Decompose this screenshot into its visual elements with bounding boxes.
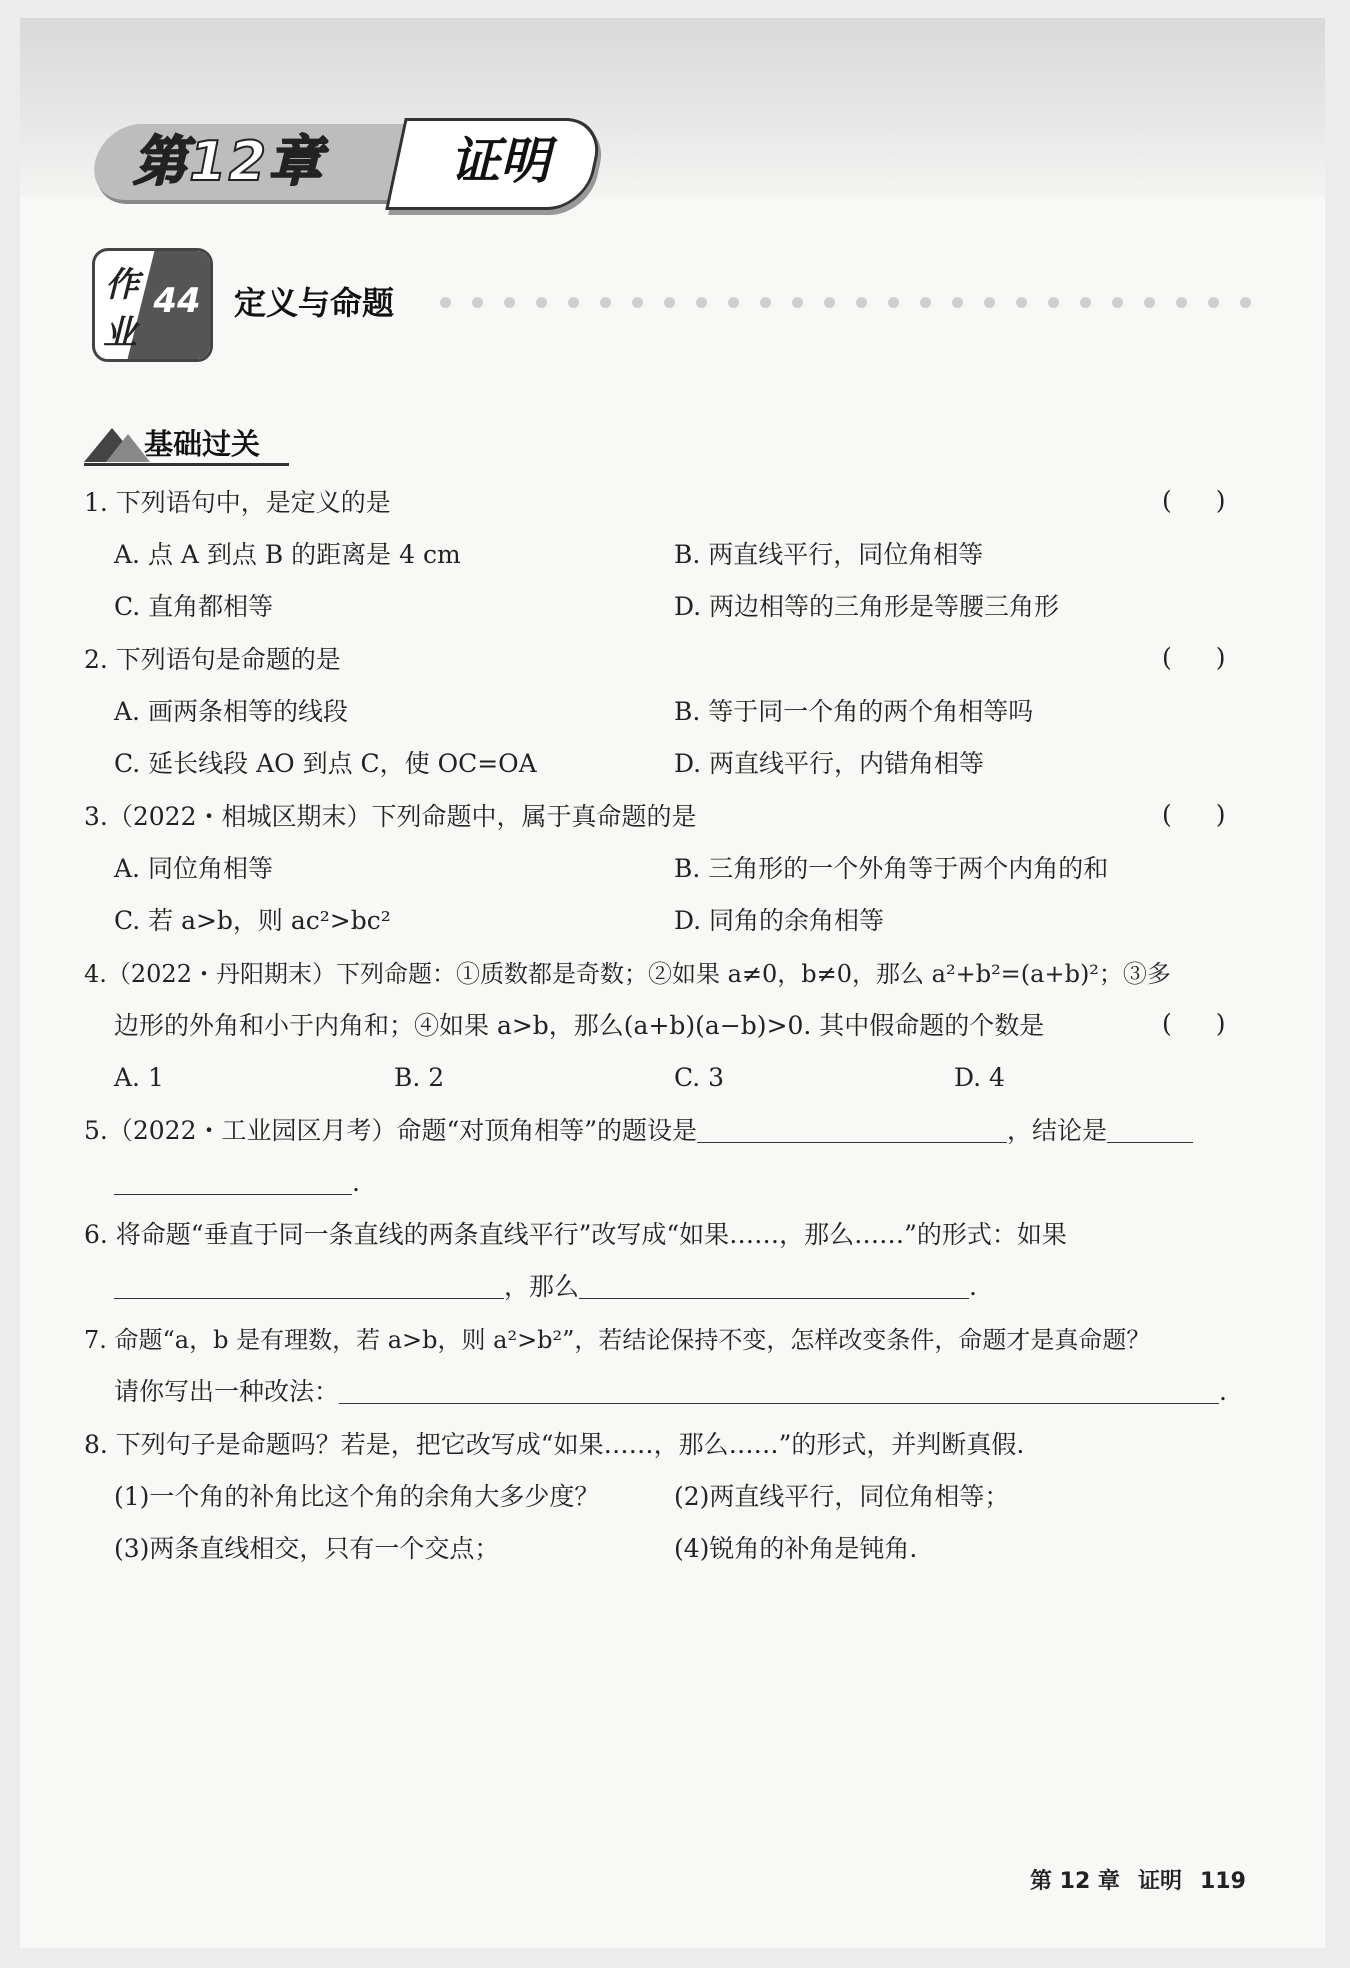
q1-option-c: C. 直角都相等 xyxy=(114,592,274,621)
q5-conclusion-blank-b[interactable] xyxy=(114,1168,352,1195)
answer-paren-3[interactable]: ( ) xyxy=(1162,800,1244,829)
dotted-divider xyxy=(440,297,1330,311)
question-6-cont xyxy=(114,1270,977,1304)
badge-char-2: 业 xyxy=(103,313,137,353)
q3-option-d: D. 同角的余角相等 xyxy=(674,906,885,935)
q2-option-d: D. 两直线平行，内错角相等 xyxy=(674,749,985,778)
page-footer xyxy=(1030,1864,1264,1895)
question-7-cont xyxy=(114,1375,1227,1409)
assignment-number: 44 xyxy=(153,281,201,321)
question-4-line-1: 4.（2022・丹阳期末）下列命题：①质数都是奇数；②如果 a≠0，b≠0，那么 a²+b²=(a+b)²；③多 xyxy=(84,960,1171,988)
chapter-title: 证明 xyxy=(450,132,550,190)
q2-option-c: C. 延长线段 AO 到点 C，使 OC=OA xyxy=(114,749,537,778)
q8-item-4: (4)锐角的补角是钝角. xyxy=(674,1534,918,1563)
q2-option-a: A. 画两条相等的线段 xyxy=(114,697,348,726)
q6-then-blank[interactable] xyxy=(579,1272,969,1299)
question-6-mid: ，那么 xyxy=(504,1272,580,1301)
chapter-banner xyxy=(95,118,595,206)
q3-option-a: A. 同位角相等 xyxy=(114,854,273,883)
q4-option-b: B. 2 xyxy=(394,1063,445,1092)
q8-item-1: (1)一个角的补角比这个角的余角大多少度？ xyxy=(114,1482,600,1511)
question-6-end: . xyxy=(969,1272,977,1301)
answer-paren-1[interactable]: ( ) xyxy=(1162,486,1244,515)
page-number: 119 xyxy=(1199,1869,1246,1894)
q3-option-b: B. 三角形的一个外角等于两个内角的和 xyxy=(674,854,1109,883)
q1-option-a: A. 点 A 到点 B 的距离是 4 cm xyxy=(114,540,461,569)
assignment-title: 定义与命题 xyxy=(234,284,395,322)
subsection-heading xyxy=(84,420,294,464)
q6-if-blank[interactable] xyxy=(114,1272,504,1299)
q4-option-a: A. 1 xyxy=(114,1063,164,1092)
question-5-mid: ，结论是 xyxy=(1007,1116,1108,1145)
subsection-title: 基础过关 xyxy=(144,427,261,461)
q1-option-b: B. 两直线平行，同位角相等 xyxy=(674,540,984,569)
question-7-prompt: 请你写出一种改法： xyxy=(114,1377,340,1406)
answer-paren-2[interactable]: ( ) xyxy=(1162,643,1244,672)
question-7-end: . xyxy=(1219,1377,1227,1406)
q3-option-c: C. 若 a>b，则 ac²>bc² xyxy=(114,906,391,935)
assignment-badge xyxy=(92,248,213,362)
chapter-number: 第12章 xyxy=(133,130,325,193)
question-3-stem: 3.（2022・相城区期末）下列命题中，属于真命题的是 xyxy=(84,802,697,831)
badge-char-1: 作 xyxy=(105,265,139,305)
question-5 xyxy=(84,1114,1193,1148)
answer-paren-4[interactable]: ( ) xyxy=(1162,1009,1244,1038)
q4-option-d: D. 4 xyxy=(954,1063,1005,1092)
question-2-stem: 2. 下列语句是命题的是 xyxy=(84,645,341,674)
footer-title: 证明 xyxy=(1137,1869,1182,1894)
question-6-stem: 6. 将命题“垂直于同一条直线的两条直线平行”改写成“如果……，那么……”的形式：如果 xyxy=(84,1220,1067,1249)
q7-answer-blank[interactable] xyxy=(339,1377,1219,1404)
question-7-stem: 7. 命题“a，b 是有理数，若 a>b，则 a²>b²”，若结论保持不变，怎样改变条件，命题才是真命题？ xyxy=(84,1326,1151,1354)
q4-option-c: C. 3 xyxy=(674,1063,725,1092)
q5-conclusion-blank-a[interactable] xyxy=(1107,1116,1193,1143)
q1-option-d: D. 两边相等的三角形是等腰三角形 xyxy=(674,592,1060,621)
question-1-stem: 1. 下列语句中，是定义的是 xyxy=(84,488,391,517)
question-5-stem: 5.（2022・工业园区月考）命题“对顶角相等”的题设是 xyxy=(84,1116,698,1145)
q2-option-b: B. 等于同一个角的两个角相等吗 xyxy=(674,697,1034,726)
question-8-stem: 8. 下列句子是命题吗？若是，把它改写成“如果……，那么……”的形式，并判断真假. xyxy=(84,1430,1025,1459)
q5-premise-blank[interactable] xyxy=(697,1116,1007,1143)
question-4-line-2: 边形的外角和小于内角和；④如果 a>b，那么(a+b)(a−b)>0. 其中假命题的个数是 xyxy=(114,1011,1045,1040)
footer-chapter: 第 12 章 xyxy=(1030,1869,1120,1894)
question-5-end: . xyxy=(352,1168,360,1197)
question-5-cont xyxy=(114,1166,360,1200)
q8-item-2: (2)两直线平行，同位角相等； xyxy=(674,1482,1010,1511)
q8-item-3: (3)两条直线相交，只有一个交点； xyxy=(114,1534,500,1563)
